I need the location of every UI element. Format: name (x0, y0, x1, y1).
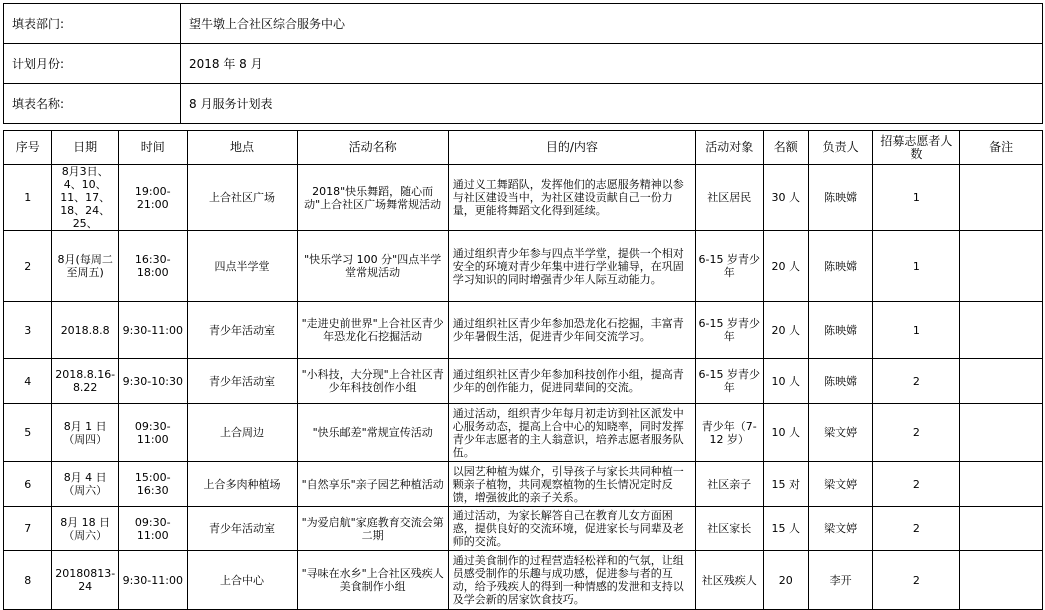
cell-no: 7 (4, 507, 52, 551)
cell-quota: 15 对 (763, 462, 808, 507)
col-header-remark: 备注 (960, 131, 1043, 165)
col-header-content: 目的/内容 (448, 131, 695, 165)
cell-leader: 陈映嫦 (808, 359, 873, 404)
dept-value: 望牛墩上合社区综合服务中心 (181, 4, 1043, 44)
cell-time: 9:30-11:00 (118, 551, 187, 610)
col-header-no: 序号 (4, 131, 52, 165)
header-table (3, 3, 1043, 124)
cell-date: 20180813-24 (52, 551, 119, 610)
cell-no: 5 (4, 404, 52, 462)
cell-quota: 30 人 (763, 165, 808, 231)
cell-time: 16:30-18:00 (118, 231, 187, 302)
cell-volunteers: 2 (873, 507, 960, 551)
cell-time: 19:00-21:00 (118, 165, 187, 231)
cell-remark (960, 231, 1043, 302)
cell-remark (960, 359, 1043, 404)
table-row (4, 551, 1043, 610)
cell-leader: 梁文婷 (808, 404, 873, 462)
table-row (4, 231, 1043, 302)
cell-no: 8 (4, 551, 52, 610)
col-header-place: 地点 (187, 131, 297, 165)
table-row (4, 165, 1043, 231)
table-row (4, 359, 1043, 404)
month-label: 计划月份: (4, 44, 181, 84)
cell-content: 通过美食制作的过程营造轻松祥和的气氛，让组员感受制作的乐趣与成功感，促进参与者的互动，给予残疾人的得到一种情感的发泄和支持以及学会新的居家饮食技巧。 (448, 551, 695, 610)
header-row-month (4, 44, 1043, 84)
cell-place: 青少年活动室 (187, 507, 297, 551)
cell-date: 2018.8.16-8.22 (52, 359, 119, 404)
cell-place: 青少年活动室 (187, 359, 297, 404)
cell-target: 6-15 岁青少年 (695, 302, 763, 359)
cell-no: 6 (4, 462, 52, 507)
cell-target: 社区家长 (695, 507, 763, 551)
header-row-dept (4, 4, 1043, 44)
cell-place: 上合周边 (187, 404, 297, 462)
cell-name: "寻味在水乡"上合社区残疾人美食制作小组 (297, 551, 448, 610)
name-value: 8 月服务计划表 (181, 84, 1043, 124)
cell-content: 通过活动，为家长解答自己在教育儿女方面困惑，提供良好的交流环境，促进家长与同辈及老师的交流。 (448, 507, 695, 551)
col-header-time: 时间 (118, 131, 187, 165)
cell-place: 青少年活动室 (187, 302, 297, 359)
cell-time: 09:30-11:00 (118, 404, 187, 462)
cell-leader: 陈映嫦 (808, 165, 873, 231)
cell-time: 9:30-11:00 (118, 302, 187, 359)
cell-date: 8月3日、4、10、11、17、18、24、25、 (52, 165, 119, 231)
cell-quota: 10 人 (763, 404, 808, 462)
cell-target: 6-15 岁青少年 (695, 359, 763, 404)
cell-volunteers: 1 (873, 231, 960, 302)
cell-remark (960, 165, 1043, 231)
cell-target: 6-15 岁青少年 (695, 231, 763, 302)
cell-content: 通过组织青少年参与四点半学堂，提供一个相对安全的环境对青少年集中进行学业辅导，在巩固学习知识的同时增强青少年人际互动能力。 (448, 231, 695, 302)
cell-name: "快乐学习 100 分"四点半学堂常规活动 (297, 231, 448, 302)
cell-remark (960, 551, 1043, 610)
cell-remark (960, 507, 1043, 551)
cell-leader: 陈映嫦 (808, 231, 873, 302)
name-label: 填表名称: (4, 84, 181, 124)
cell-quota: 10 人 (763, 359, 808, 404)
table-header-row (4, 131, 1043, 165)
cell-remark (960, 404, 1043, 462)
col-header-volunteers: 招募志愿者人数 (873, 131, 960, 165)
cell-leader: 梁文婷 (808, 462, 873, 507)
cell-place: 四点半学堂 (187, 231, 297, 302)
cell-name: "为爱启航"家庭教育交流会第二期 (297, 507, 448, 551)
cell-place: 上合社区广场 (187, 165, 297, 231)
cell-target: 社区亲子 (695, 462, 763, 507)
cell-volunteers: 1 (873, 302, 960, 359)
table-row (4, 302, 1043, 359)
header-row-name (4, 84, 1043, 124)
cell-target: 社区居民 (695, 165, 763, 231)
cell-place: 上合中心 (187, 551, 297, 610)
plan-table (3, 130, 1043, 610)
cell-remark (960, 462, 1043, 507)
cell-date: 8月 4 日（周六） (52, 462, 119, 507)
cell-volunteers: 2 (873, 551, 960, 610)
cell-leader: 陈映嫦 (808, 302, 873, 359)
table-row (4, 404, 1043, 462)
cell-volunteers: 1 (873, 165, 960, 231)
cell-name: "自然享乐"亲子园艺种植活动 (297, 462, 448, 507)
cell-volunteers: 2 (873, 404, 960, 462)
cell-volunteers: 2 (873, 359, 960, 404)
cell-volunteers: 2 (873, 462, 960, 507)
col-header-name: 活动名称 (297, 131, 448, 165)
cell-quota: 20 人 (763, 231, 808, 302)
cell-name: "小科技，大分现"上合社区青少年科技创作小组 (297, 359, 448, 404)
cell-remark (960, 302, 1043, 359)
cell-no: 3 (4, 302, 52, 359)
cell-name: 2018"快乐舞蹈，随心而动"上合社区广场舞常规活动 (297, 165, 448, 231)
cell-content: 通过组织社区青少年参加科技创作小组，提高青少年的创作能力，促进同辈间的交流。 (448, 359, 695, 404)
cell-name: "快乐邮差"常规宣传活动 (297, 404, 448, 462)
col-header-quota: 名额 (763, 131, 808, 165)
cell-target: 社区残疾人 (695, 551, 763, 610)
dept-label: 填表部门: (4, 4, 181, 44)
cell-date: 8月 18 日（周六） (52, 507, 119, 551)
cell-name: "走进史前世界"上合社区青少年恐龙化石挖掘活动 (297, 302, 448, 359)
cell-content: 通过义工舞蹈队，发挥他们的志愿服务精神以参与社区建设当中，为社区建设贡献自己一份力量，更能将舞蹈文化得到延续。 (448, 165, 695, 231)
cell-content: 通过活动，组织青少年每月初走访到社区派发中心服务动态，提高上合中心的知晓率，同时发挥青少年志愿者的主人翁意识，培养志愿者服务队伍。 (448, 404, 695, 462)
cell-content: 以园艺种植为媒介，引导孩子与家长共同种植一颗亲子植物，共同观察植物的生长情况定时反馈，增强彼此的亲子关系。 (448, 462, 695, 507)
table-body (4, 165, 1043, 610)
cell-date: 8月(每周二至周五) (52, 231, 119, 302)
cell-quota: 20 (763, 551, 808, 610)
cell-date: 2018.8.8 (52, 302, 119, 359)
cell-quota: 20 人 (763, 302, 808, 359)
cell-no: 2 (4, 231, 52, 302)
cell-time: 15:00-16:30 (118, 462, 187, 507)
col-header-date: 日期 (52, 131, 119, 165)
cell-leader: 李开 (808, 551, 873, 610)
cell-date: 8月 1 日（周四） (52, 404, 119, 462)
cell-target: 青少年（7-12 岁） (695, 404, 763, 462)
cell-leader: 梁文婷 (808, 507, 873, 551)
month-value: 2018 年 8 月 (181, 44, 1043, 84)
cell-time: 09:30-11:00 (118, 507, 187, 551)
col-header-target: 活动对象 (695, 131, 763, 165)
cell-no: 4 (4, 359, 52, 404)
cell-quota: 15 人 (763, 507, 808, 551)
cell-no: 1 (4, 165, 52, 231)
cell-content: 通过组织社区青少年参加恐龙化石挖掘，丰富青少年暑假生活，促进青少年间交流学习。 (448, 302, 695, 359)
cell-place: 上合多肉种植场 (187, 462, 297, 507)
table-row (4, 462, 1043, 507)
cell-time: 9:30-10:30 (118, 359, 187, 404)
table-row (4, 507, 1043, 551)
col-header-leader: 负责人 (808, 131, 873, 165)
